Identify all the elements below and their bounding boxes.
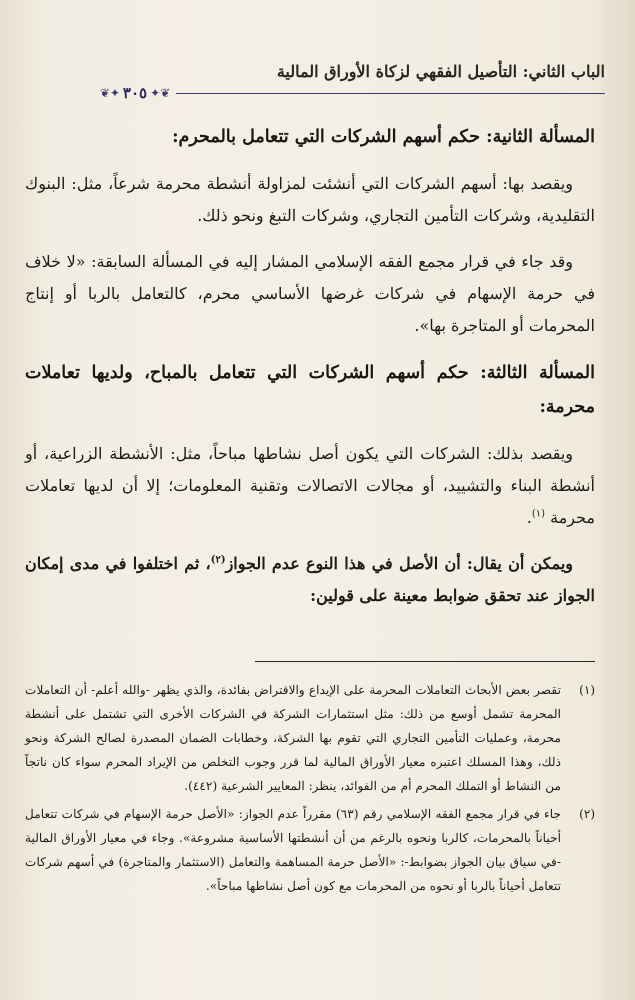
main-text: [25, 120, 595, 626]
section-heading-3: المسألة الثالثة: حكم أسهم الشركات التي تتعامل بالمباح، ولديها تعاملات محرمة:: [25, 363, 595, 417]
footnote-rule: [255, 661, 595, 662]
paragraph-text: ويقصد بذلك: الشركات التي يكون أصل نشاطها مباحاً، مثل: الأنشطة الزراعية، أو أنشطة البناء والتشييد، أو مجالات الاتصالات وتقنية المعلومات؛ إلا أن لديها تعاملات محرمة: [25, 444, 595, 527]
page-number-ornament: [90, 78, 180, 108]
footnote-text: تقصر بعض الأبحاث التعاملات المحرمة على الإيداع والاقتراض بفائدة، والذي يظهر -والله أعلم- أن التعاملات المحرمة تشمل أوسع من ذلك: مثل استثمارات الشركة في الشركات الأخرى التي تشتمل على أنشطة محرمة، وعمليات التأمين التجاري التي تقوم بها الشركة، وخطابات الضمان المصدرة لصالح الشركة ونحو ذلك، وهذا المسلك اعتبره معيار الأوراق المالية لما قرر وجوب التخلص من الإيراد المحرم سواء كان ناتجاً من النشاط أو التملك المحرم أم من الفوائد، ينظر: المعايير الشرعية (٤٤٢).: [25, 683, 561, 793]
footnote-number: (٢): [579, 807, 595, 821]
footnote-ref-1[interactable]: (١): [531, 508, 546, 520]
footnote: [25, 802, 595, 898]
ornament-left-icon: ❦✦: [150, 86, 171, 100]
footnote-ref-2[interactable]: (٢): [210, 554, 226, 566]
paragraph-text: ويمكن أن يقال: أن الأصل في هذا النوع عدم الجواز: [225, 554, 573, 573]
running-header: [90, 62, 605, 122]
page-number: ٣٠٥: [122, 84, 148, 102]
header-rule: [176, 93, 605, 94]
footnote: [25, 678, 595, 798]
footnote-text: جاء في قرار مجمع الفقه الإسلامي رقم (٦٣) مقرراً عدم الجواز: «الأصل حرمة الإسهام في شركات تتعامل أحياناً بالمحرمات، كالربا ونحوه بالرغم من أن أنشطتها الأساسية مشروعة». وجاء في معيار الأوراق المالية -في سياق بيان الجواز بضوابط-: «الأصل حرمة المساهمة والتعامل (الاستثمار والمتاجرة) في أسهم شركات تتعامل أحياناً بالربا أو نحوه من المحرمات مع كون أصل نشاطها مباحاً».: [25, 807, 561, 893]
paragraph: [25, 438, 595, 534]
paragraph: [25, 548, 595, 612]
paragraph: ويقصد بها: أسهم الشركات التي أنشئت لمزاولة أنشطة محرمة شرعاً، مثل: البنوك التقليدية، وشركات التأمين التجاري، وشركات التبغ ونحو ذلك.: [25, 174, 595, 225]
paragraph-end: .: [526, 508, 532, 527]
paragraph-text: ، ثم اختلفوا في مدى إمكان الجواز عند تحقق ضوابط معينة على قولين:: [25, 554, 595, 605]
footnotes: [25, 678, 595, 902]
section-heading-2: المسألة الثانية: حكم أسهم الشركات التي تتعامل بالمحرم:: [172, 127, 595, 147]
footnote-number: (١): [579, 683, 595, 697]
chapter-title: الباب الثاني: التأصيل الفقهي لزكاة الأوراق المالية: [276, 62, 605, 81]
ornament-right-icon: ✦❦: [99, 86, 120, 100]
paragraph: وقد جاء في قرار مجمع الفقه الإسلامي المشار إليه في المسألة السابقة: «لا خلاف في حرمة الإسهام في شركات غرضها الأساسي محرم، كالتعامل بالربا أو إنتاج المحرمات أو المتاجرة بها».: [25, 252, 595, 335]
